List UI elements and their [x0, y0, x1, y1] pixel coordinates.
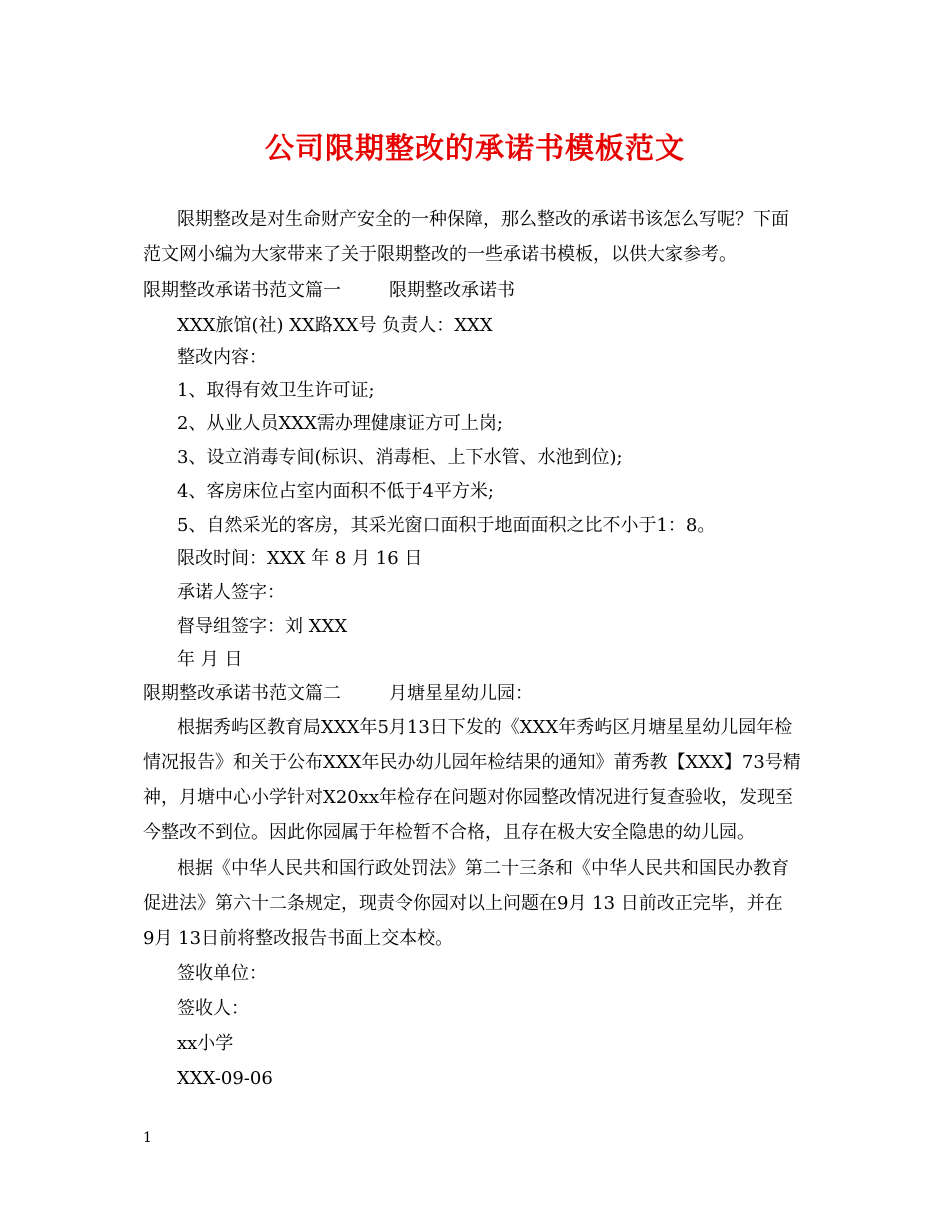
- paragraph-line: 促进法》第六十二条规定，现责令你园对以上问题在9月 13 日前改正完毕，并在: [143, 893, 783, 914]
- intro-line: 范文网小编为大家带来了关于限期整改的一些承诺书模板，以供大家参考。: [143, 244, 737, 265]
- list-item: 1、取得有效卫生许可证;: [177, 380, 375, 401]
- promisor-sign-line: 承诺人签字：: [177, 582, 285, 603]
- paragraph-line: 情况报告》和关于公布XXX年民办幼儿园年检结果的通知》莆秀教【XXX】73号精: [143, 752, 801, 773]
- sign-date-line: XXX-09-06: [177, 1068, 273, 1089]
- school-line: xx小学: [177, 1033, 234, 1054]
- deadline-line: 限改时间：XXX 年 8 月 16 日: [177, 548, 423, 569]
- page-number: 1: [143, 1130, 152, 1146]
- receiving-unit-line: 签收单位：: [177, 963, 267, 984]
- section2-heading-subtitle: 月塘星星幼儿园：: [389, 683, 533, 704]
- section2-heading: [143, 679, 823, 709]
- address-line: XXX旅馆(社) XX路XX号 负责人：XXX: [177, 315, 493, 336]
- section1-heading: [143, 276, 823, 306]
- date-line: 年 月 日: [177, 649, 243, 670]
- list-item: 5、自然采光的客房，其采光窗口面积于地面面积之比不小于1：8。: [177, 515, 716, 536]
- receiver-line: 签收人：: [177, 998, 249, 1019]
- supervisor-sign-line: 督导组签字：刘 XXX: [177, 616, 348, 637]
- content-label: 整改内容：: [177, 347, 267, 368]
- section1-heading-title: 限期整改承诺书范文篇一: [143, 280, 341, 301]
- list-item: 4、客房床位占室内面积不低于4平方米;: [177, 481, 494, 502]
- paragraph-line: 根据秀屿区教育局XXX年5月13日下发的《XXX年秀屿区月塘星星幼儿园年检: [177, 717, 793, 738]
- intro-line: 限期整改是对生命财产安全的一种保障，那么整改的承诺书该怎么写呢？下面: [177, 209, 789, 230]
- list-item: 3、设立消毒专间(标识、消毒柜、上下水管、水池到位);: [177, 447, 623, 468]
- section2-heading-title: 限期整改承诺书范文篇二: [143, 683, 341, 704]
- document-title: 公司限期整改的承诺书模板范文: [264, 131, 685, 165]
- paragraph-line: 神，月塘中心小学针对X20xx年检存在问题对你园整改情况进行复查验收，发现至: [143, 787, 794, 808]
- paragraph-line: 今整改不到位。因此你园属于年检暂不合格，且存在极大安全隐患的幼儿园。: [143, 822, 755, 843]
- paragraph-line: 根据《中华人民共和国行政处罚法》第二十三条和《中华人民共和国民办教育: [177, 858, 789, 879]
- list-item: 2、从业人员XXX需办理健康证方可上岗;: [177, 413, 503, 434]
- section1-heading-subtitle: 限期整改承诺书: [389, 280, 515, 301]
- paragraph-line: 9月 13日前将整改报告书面上交本校。: [143, 928, 454, 949]
